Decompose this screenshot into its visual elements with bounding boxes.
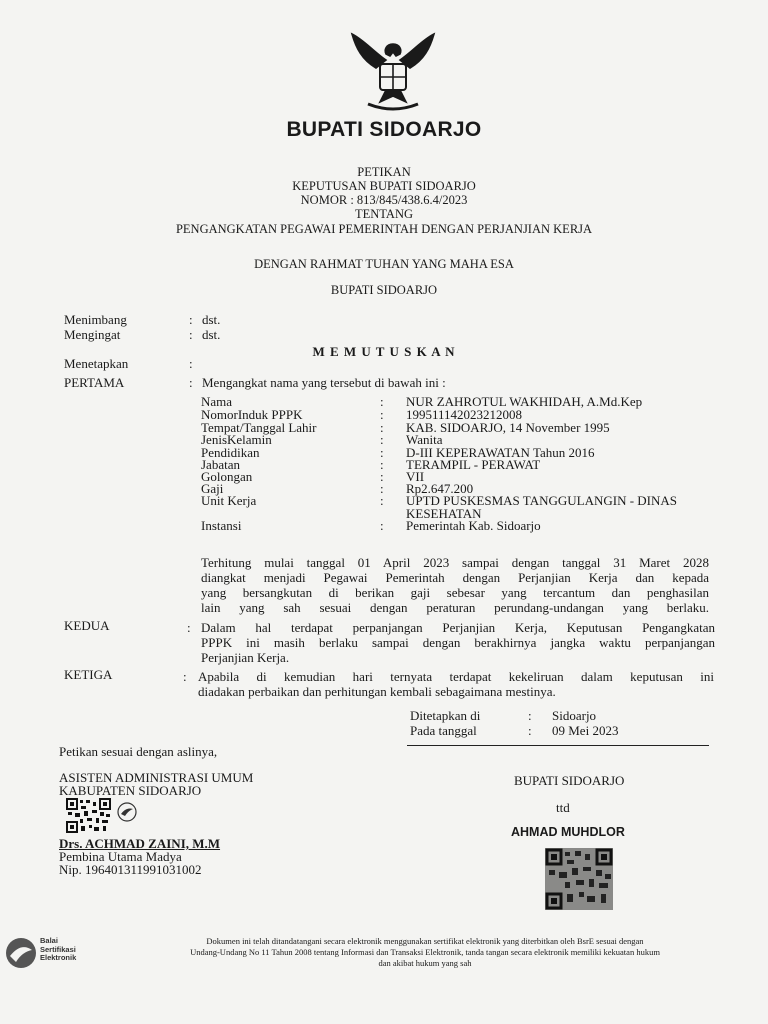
heading-subject: PENGANGKATAN PEGAWAI PEMERINTAH DENGAN PERJANJIAN KERJA [175,222,593,236]
detail-value: UPTD PUSKESMAS TANGGULANGIN - DINAS [406,493,678,508]
left-signer-name: Drs. ACHMAD ZAINI, M.M [59,836,221,851]
ditetapkan-value: Sidoarjo [552,708,597,723]
left-signer-rank: Pembina Utama Madya [59,849,182,864]
header-title: BUPATI SIDOARJO [286,118,482,141]
colon: : [189,312,193,327]
signature-mark-icon [116,801,138,823]
detail-label: NomorInduk PPPK [201,407,303,422]
detail-label: Golongan [201,469,253,484]
detail-label: Jabatan [201,457,240,472]
colon: : [187,620,191,635]
ketiga-paragraph [198,669,714,699]
menimbang-value: dst. [202,312,221,327]
paragraph-line: yang bersangkutan di berikan gaji sebesar yang tercantum dan penghasilan [201,585,709,600]
left-signer-nip: Nip. 196401311991031002 [59,862,202,877]
footer-line: Undang-Undang No 11 Tahun 2008 tentang Informasi dan Transaksi Elektronik, tanda tangan secara elektronik memiliki kekuatan hukum [190,947,660,957]
colon: : [380,481,384,496]
detail-label: Gaji [201,481,224,496]
right-signer-title: BUPATI SIDOARJO [514,773,625,788]
detail-value: KAB. SIDOARJO, 14 November 1995 [406,420,610,435]
paragraph-line: Terhitung mulai tanggal 01 April 2023 sampai dengan tanggal 31 Maret 2028 [201,555,709,570]
menimbang-label: Menimbang [64,312,127,327]
detail-label: Unit Kerja [201,493,257,508]
detail-label: Nama [201,394,233,409]
paragraph-line: Dalam hal terdapat perpanjangan Perjanjian Kerja, Keputusan Pengangkatan [201,620,715,635]
mengingat-value: dst. [202,327,221,342]
terhitung-paragraph [201,555,709,615]
right-signer-ttd: ttd [556,800,570,815]
paragraph-line: diadakan perbaikan dan perhitungan kembali sebagaimana mestinya. [198,684,556,699]
pertama-text: Mengangkat nama yang tersebut di bawah ini : [202,375,446,390]
heading-petikan: PETIKAN [357,165,411,179]
colon: : [380,445,384,460]
paragraph-line: diangkat menjadi Pegawai Pemerintah dengan Perjanjian Kerja dan kepada [201,570,709,585]
detail-label: Instansi [201,518,242,533]
pada-tanggal-label: Pada tanggal [410,723,477,738]
pada-tanggal-value: 09 Mei 2023 [552,723,619,738]
bsre-logo-text: Balai [40,936,58,945]
colon: : [380,469,384,484]
colon: : [380,518,384,533]
right-signer-name: AHMAD MUHDLOR [511,825,625,839]
footer-line: dan akibat hukum yang sah [378,958,472,968]
paragraph-line: Perjanjian Kerja. [201,650,290,665]
bsre-logo-icon [4,936,38,970]
colon: : [528,723,532,738]
colon: : [189,327,193,342]
detail-label: Pendidikan [201,445,260,460]
heading-blessing: DENGAN RAHMAT TUHAN YANG MAHA ESA [254,257,514,271]
footer-note [120,936,730,969]
detail-value: NUR ZAHROTUL WAKHIDAH, A.Md.Kep [406,394,643,409]
menetapkan-label: Menetapkan [64,356,129,371]
footer-line: Dokumen ini telah ditandatangani secara elektronik menggunakan sertifikat elektronik yang diterbitkan oleh BsrE sesuai dengan [206,936,644,946]
detail-value: 199511142023212008 [406,407,523,422]
detail-value: D-III KEPERAWATAN Tahun 2016 [406,445,595,460]
detail-value-continued: KESEHATAN [406,506,482,521]
colon: : [189,375,193,390]
detail-label: Tempat/Tanggal Lahir [201,420,317,435]
colon: : [380,420,384,435]
garuda-emblem-icon [346,30,440,114]
bsre-logo-text: Elektronik [40,953,77,962]
colon: : [528,708,532,723]
kedua-label: KEDUA [64,618,110,633]
colon: : [183,669,187,684]
left-signer-region: KABUPATEN SIDOARJO [59,783,202,798]
bsre-logo-text: Sertifikasi [40,944,76,954]
colon: : [380,457,384,472]
detail-value: TERAMPIL - PERAWAT [406,457,541,472]
mengingat-label: Mengingat [64,327,121,342]
pertama-label: PERTAMA [64,375,125,390]
ditetapkan-label: Ditetapkan di [410,708,481,723]
kedua-paragraph [201,620,715,665]
detail-value: Rp2.647.200 [406,481,474,496]
detail-value: Pemerintah Kab. Sidoarjo [406,518,541,533]
heading-tentang: TENTANG [354,207,413,221]
paragraph-line: Apabila di kemudian hari ternyata terdapat kekeliruan dalam keputusan ini [198,669,714,684]
ketiga-label: KETIGA [64,667,113,682]
detail-value: VII [406,469,425,484]
divider [407,745,709,746]
petikan-note: Petikan sesuai dengan aslinya, [59,744,218,759]
qr-code-icon [545,848,613,910]
detail-value: Wanita [406,432,443,447]
colon: : [380,394,384,409]
qr-code-icon [66,798,112,834]
detail-label: JenisKelamin [201,432,272,447]
heading-nomor: NOMOR : 813/845/438.6.4/2023 [300,193,468,207]
colon: : [189,356,193,371]
paragraph-line: PPPK ini masih berlaku sampai dengan berakhirnya jangka waktu perpanjangan [201,635,715,650]
heading-authority: BUPATI SIDOARJO [330,283,438,297]
heading-keputusan: KEPUTUSAN BUPATI SIDOARJO [292,179,476,193]
paragraph-line: lain yang sah sesuai dengan peraturan perundang-undangan yang berlaku. [201,600,709,615]
memutuskan-heading: M E M U T U S K A N [312,344,456,359]
colon: : [380,407,384,422]
colon: : [380,432,384,447]
colon: : [380,493,384,508]
left-signer-title: ASISTEN ADMINISTRASI UMUM [59,770,254,785]
